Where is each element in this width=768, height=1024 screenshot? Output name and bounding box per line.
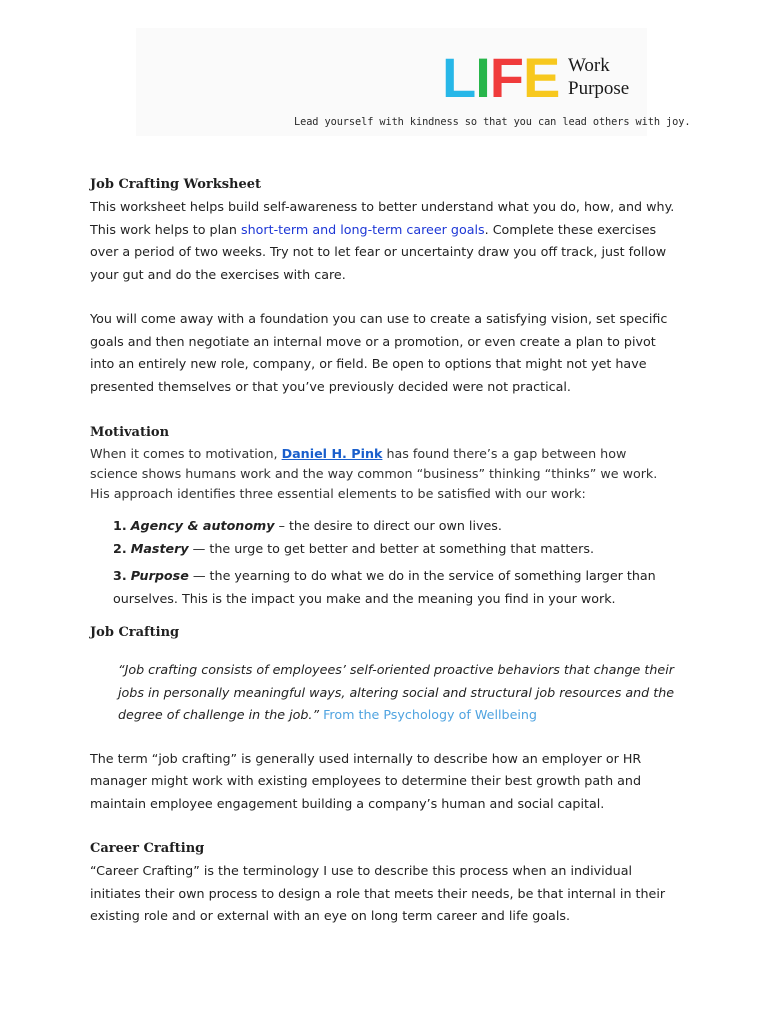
- logo-work: Work: [568, 55, 610, 76]
- list-text: — the yearning to do what we do in the service of something larger than ourselves. This is the impact you make and the meaning you find in your work.: [113, 568, 656, 606]
- job-crafting-title: Job Crafting: [90, 625, 180, 640]
- worksheet-title: Job Crafting Worksheet: [90, 177, 262, 192]
- motivation-title: Motivation: [90, 425, 170, 440]
- worksheet-foundation: You will come away with a foundation you can use to create a satisfying vision, set specific goals and then negotiate an internal move or a promotion, or even create a plan to pivot into an entirely new role, company, or field. Be open to options that might not yet have presented themselves or that you’ve previously decided were not practical.: [90, 311, 668, 394]
- career-crafting-description: “Career Crafting” is the terminology I use to describe this process when an individual initiates their own process to design a role that meets their needs, be that internal in their existing role and or external with an eye on long term career and life goals.: [90, 863, 666, 923]
- motivation-list: [90, 515, 678, 610]
- worksheet-intro-text-b: . Complete these exercises over a period of two weeks. Try not to let fear or uncertainty draw you off track, just follow your gut and do the exercises with care.: [90, 221, 667, 282]
- worksheet-intro-text-a: This worksheet helps build self-awareness to better understand what you do, how, and why. This work helps to plan: [90, 199, 675, 237]
- tagline: Lead yourself with kindness so that you can lead others with joy.: [294, 116, 691, 128]
- list-number: 1.: [113, 518, 127, 533]
- logo-purpose: Purpose: [568, 78, 630, 99]
- worksheet-intro: [90, 196, 678, 286]
- motivation-text-b: has found there’s a gap between how science shows humans work and the way common “business” thinking “thinks” we work. His approach identifies three essential elements to be satisfied with our work:: [90, 446, 658, 501]
- psychology-wellbeing-link[interactable]: From the Psychology of Wellbeing: [323, 707, 537, 722]
- career-goals-link[interactable]: short-term and long-term career goals: [240, 221, 485, 237]
- life-logo: [442, 46, 560, 109]
- job-crafting-description: The term “job crafting” is generally used internally to describe how an employer or HR manager might work with existing employees to determine their best growth path and maintain employee engagement building a company’s human and social capital.: [90, 750, 642, 811]
- list-item: [113, 515, 678, 538]
- list-term: Purpose: [130, 568, 189, 583]
- motivation-text-a: When it comes to motivation,: [90, 446, 282, 461]
- job-crafting-quote: [90, 659, 678, 727]
- list-number: 2.: [113, 540, 127, 556]
- career-crafting-title: Career Crafting: [90, 841, 205, 856]
- document-body: [90, 174, 678, 928]
- quote-text: “Job crafting consists of employees’ self-oriented proactive behaviors that change their jobs in personally meaningful ways, altering social and structural job resources and the degree of challenge in the job.”: [118, 662, 675, 722]
- logo-letter-l: L: [442, 46, 476, 109]
- logo-subtitle: [568, 54, 629, 100]
- list-item: [113, 565, 678, 610]
- list-number: 3.: [113, 568, 127, 583]
- logo-letter-e: E: [523, 46, 560, 109]
- logo-letter-f: F: [489, 46, 523, 109]
- list-item: [113, 538, 678, 561]
- daniel-pink-link[interactable]: Daniel H. Pink: [281, 446, 383, 461]
- motivation-intro: [90, 444, 678, 504]
- logo-letter-i: I: [475, 46, 490, 109]
- list-term: Agency & autonomy: [130, 518, 275, 533]
- list-text: — the urge to get better and better at something that matters.: [188, 540, 594, 556]
- list-term: Mastery: [130, 540, 189, 556]
- list-text: – the desire to direct our own lives.: [274, 518, 502, 533]
